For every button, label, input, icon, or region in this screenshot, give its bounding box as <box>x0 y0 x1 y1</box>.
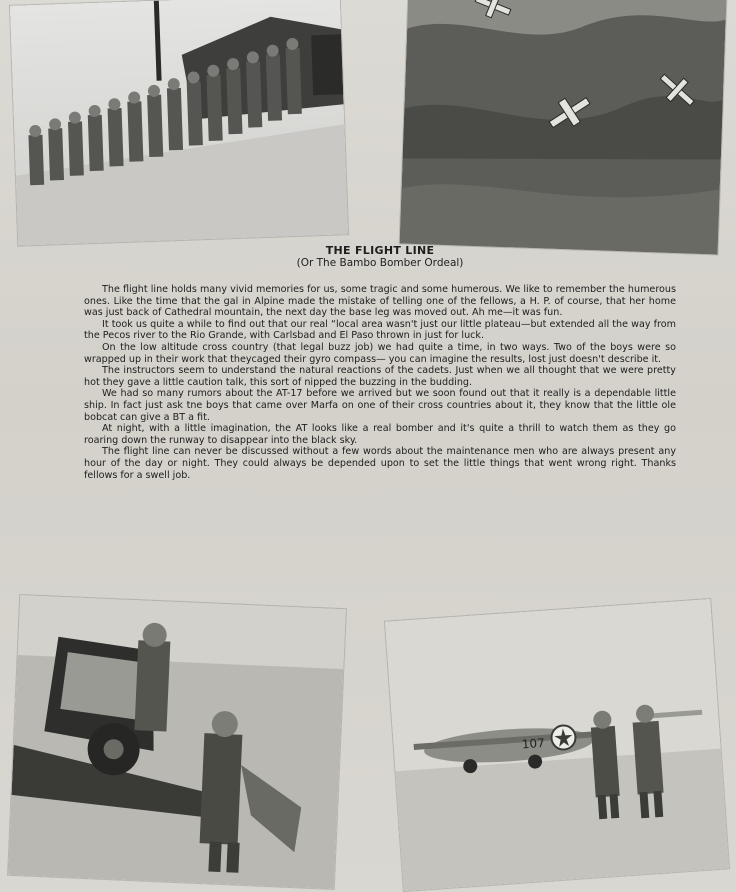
photo-aircraft-in-flight <box>400 0 727 254</box>
flight-line-article <box>84 244 676 584</box>
aircraft-marking: 107 <box>521 735 546 752</box>
article-paragraph: The instructors seem to understand the natural reactions of the cadets. Just when we all thought that we were pretty hot they gave a little caution talk, this sort of nipped the buzzing in the budding. <box>84 365 676 388</box>
photo-cadets-marching <box>10 0 348 246</box>
article-paragraph: The flight line holds many vivid memories for us, some tragic and some humerous. We like to remember the humerous ones. Like the time that the gal in Alpine made the mistake of telling one of the fellows, a H. P. of course, that her home was just back of Cathedral mountain, the next day the base leg was moved out. Ah me—it was fun. <box>84 284 676 319</box>
article-title: THE FLIGHT LINE <box>325 244 435 257</box>
article-paragraph: At night, with a little imagination, the AT looks like a real bomber and it's quite a thrill to watch them as they go roaring down the runway to disappear into the black sky. <box>84 423 676 446</box>
article-paragraph: On the low altitude cross country (that legal buzz job) we had quite a time, in two ways. Two of the boys were so wrapped up in their work that theycaged their gyro compass— you can imagine the results, lost just doesn't describe it. <box>84 341 676 365</box>
article-paragraph: We had so many rumors about the AT-17 before we arrived but we soon found out that it really is a dependable little ship. In fact just ask tne boys that came over Marfa on one of their cross countries about it, they know that the little ole bobcat can give a BT a fit. <box>84 388 676 423</box>
article-paragraph: The flight line can never be discussed without a few words about the maintenance men who are always present any hour of the day or night. They could always be depended upon to set the little things that went wrong right. Thanks fellows for a swell job. <box>84 446 676 481</box>
article-subtitle: (Or The Bambo Bomber Ordeal) <box>296 257 464 269</box>
article-paragraph: It took us quite a while to find out that our real “local area wasn't just our little plateau—but extended all the way from the Pecos river to the Rio Grande, with Carlsbad and El Paso thrown in just for luck. <box>84 318 676 342</box>
photo-cadets-boarding-aircraft <box>8 595 346 889</box>
photo-aircraft-on-ramp <box>385 599 729 891</box>
